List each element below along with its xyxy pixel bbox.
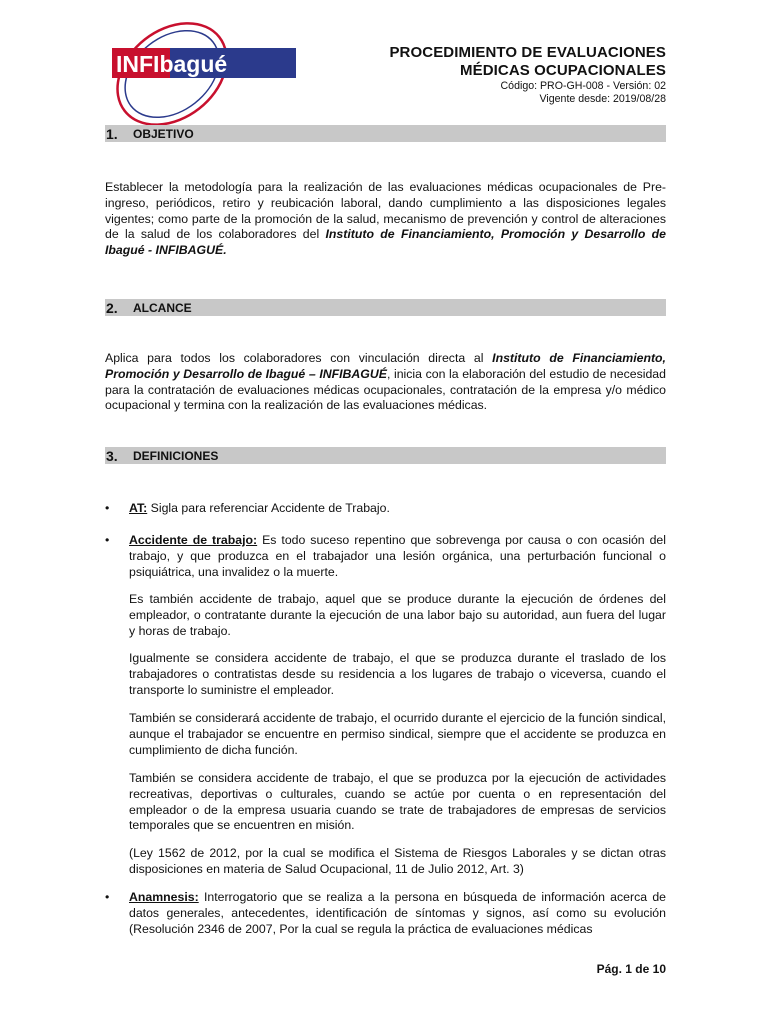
definition-term: Anamnesis: (129, 890, 199, 904)
alcance-paragraph (105, 351, 666, 414)
section-number: 2. (106, 299, 118, 316)
section-header-alcance (105, 299, 666, 316)
definition-text: Es todo suceso repentino que sobrevenga por causa o con ocasión del trabajo, y que produzca en el trabajador una lesión orgánica, una perturbación funcional o psiquiátrica, una invalidez o la muerte. (129, 533, 666, 579)
objetivo-text: Establecer la metodología para la realización de las evaluaciones médicas ocupacionales de Pre-ingreso, periódicos, retiro y reubicación laboral, dando cumplimiento a las disposiciones legales vigentes; como parte de la promoción de la salud, mecanismo de prevención y control de alteraciones de la salud de los colaboradores del (105, 180, 666, 242)
definition-term: Accidente de trabajo: (129, 533, 258, 547)
infibague-logo-graphic (104, 18, 300, 126)
definition-text: Sigla para referenciar Accidente de Trabajo. (147, 501, 390, 515)
definition-item (105, 890, 666, 937)
document-valid-from: Vigente desde: 2019/08/28 (539, 93, 666, 105)
document-code: Código: PRO-GH-008 - Versión: 02 (500, 80, 666, 92)
alcance-text-continued: , inicia con la elaboración del estudio de necesidad para la contratación de evaluaciones médicas ocupacionales, contratación de la empresa y/o médico ocupacional y termina con la realización de las evaluaciones médicas. (105, 366, 666, 413)
section-title: ALCANCE (133, 300, 192, 315)
section-header-definiciones (105, 447, 666, 464)
objetivo-institution: Instituto de Financiamiento, Promoción y Desarrollo de Ibagué - INFIBAGUÉ. (105, 227, 666, 258)
bullet-icon: • (105, 533, 110, 547)
definition-item (105, 533, 666, 580)
section-title: OBJETIVO (133, 126, 194, 141)
infibague-logo (104, 18, 300, 126)
page-number: Pág. 1 de 10 (596, 962, 666, 976)
document-header (389, 44, 666, 106)
objetivo-paragraph (105, 180, 666, 259)
document-title-line-1: PROCEDIMIENTO DE EVALUACIONES (389, 44, 666, 61)
definition-term: AT: (129, 501, 148, 515)
definition-citation: (Ley 1562 de 2012, por la cual se modifica el Sistema de Riesgos Laborales y se dictan otras disposiciones en materia de Salud Ocupacional, 11 de Julio 2012, Art. 3) (129, 846, 666, 876)
definition-item (105, 501, 666, 517)
definition-text: Interrogatorio que se realiza a la persona en búsqueda de información acerca de datos generales, antecedentes, identificación de síntomas y signos, así como su evolución (Resolución 2346 de 2007, Por la cual se regula la práctica de evaluaciones médicas (129, 890, 666, 936)
definition-paragraph: Es también accidente de trabajo, aquel que se produce durante la ejecución de órdenes del empleador, o contratante durante la ejecución de una labor bajo su autoridad, aun fuera del lugar y horas de trabajo. (129, 592, 666, 638)
section-number: 3. (106, 447, 118, 464)
document-title-line-2: MÉDICAS OCUPACIONALES (460, 62, 666, 79)
alcance-text: Aplica para todos los colaboradores con vinculación directa al (105, 351, 493, 365)
bullet-icon: • (105, 890, 110, 904)
definition-paragraph: También se considerará accidente de trabajo, el ocurrido durante el ejercicio de la función sindical, aunque el trabajador se encuentre en permiso sindical, siempre que el accidente se produzca en cumplimiento de dicha función. (129, 711, 666, 757)
section-header-objetivo (105, 125, 666, 142)
definition-paragraph: Igualmente se considera accidente de trabajo, el que se produzca durante el traslado de los trabajadores o contratistas desde su residencia a los lugares de trabajo o viceversa, cuando el transporte lo suministre el empleador. (129, 651, 666, 697)
bullet-icon: • (105, 501, 110, 515)
section-title: DEFINICIONES (133, 448, 219, 463)
definition-paragraph: También se considera accidente de trabajo, el que se produzca por la ejecución de actividades recreativas, deportivas o culturales, cuando se actúe por cuenta o en representación del empleador o de la empresa usuaria cuando se trate de trabajadores de empresas de servicios temporales que se encuentren en misión. (129, 771, 666, 833)
logo-text: INFIbagué (116, 51, 228, 77)
section-number: 1. (106, 125, 118, 142)
alcance-institution: Instituto de Financiamiento, Promoción y Desarrollo de Ibagué – INFIBAGUÉ (105, 351, 666, 381)
